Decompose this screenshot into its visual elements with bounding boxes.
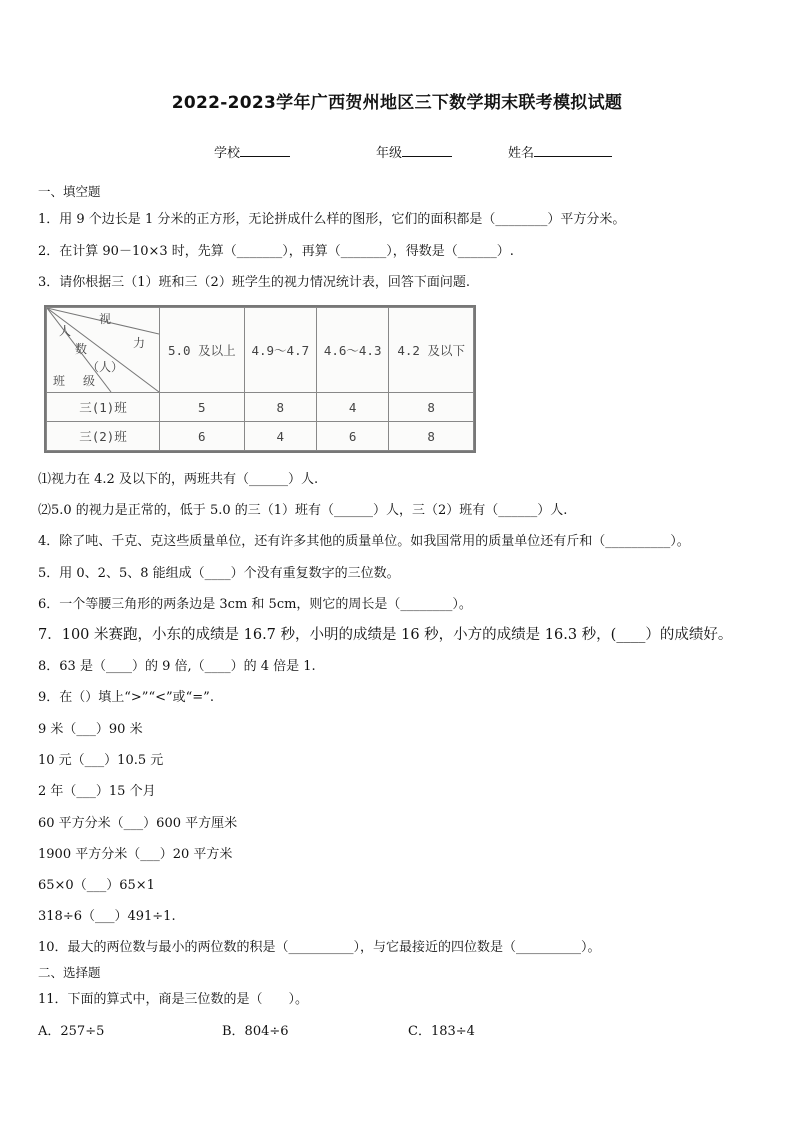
corner-label-shi: 视 (99, 312, 112, 326)
table-cell: 4 (244, 422, 316, 451)
grade-label: 年级 (376, 146, 403, 161)
question-6: 6．一个等腰三角形的两条边是 3cm 和 5cm，则它的周长是（________）。 (38, 597, 472, 612)
name-blank (534, 144, 612, 157)
question-8: 8．63 是（____）的 9 倍,（____）的 4 倍是 1. (38, 659, 316, 674)
table-cell: 4 (316, 393, 388, 422)
table-cell: 6 (160, 422, 245, 451)
table-header-cell: 4.9～4.7 (244, 308, 316, 393)
question-9-item: 60 平方分米（___）600 平方厘米 (38, 816, 238, 831)
school-label: 学校 (214, 146, 241, 161)
question-9-item: 65×0（___）65×1 (38, 878, 155, 893)
corner-label-ren-unit: （人） (87, 360, 124, 374)
corner-label-ban: 班 (53, 374, 66, 388)
table-header-cell: 4.6～4.3 (316, 308, 388, 393)
table-cell: 5 (160, 393, 245, 422)
grade-blank (402, 144, 452, 157)
question-9-item: 10 元（___）10.5 元 (38, 753, 164, 768)
table-header-cell: 4.2 及以下 (389, 308, 474, 393)
question-5: 5．用 0、2、5、8 能组成（____）个没有重复数字的三位数。 (38, 566, 400, 581)
table-cell: 8 (389, 393, 474, 422)
table-cell: 8 (389, 422, 474, 451)
vision-stats-table (44, 305, 476, 453)
table-row (47, 393, 474, 422)
name-field (508, 142, 612, 161)
question-9-item: 9 米（___）90 米 (38, 722, 143, 737)
table-header-cell: 5.0 及以上 (160, 308, 245, 393)
question-7: 7．100 米赛跑，小东的成绩是 16.7 秒，小明的成绩是 16 秒，小方的成绩是 16.3 秒，(____）的成绩好。 (38, 627, 733, 643)
question-9: 9．在（）填上“>”“<”或“=”. (38, 690, 214, 705)
table-corner-header (47, 308, 160, 393)
corner-label-ji: 级 (83, 374, 96, 388)
option-a: A．257÷5 (38, 1024, 105, 1039)
page-title: 2022-2023学年广西贺州地区三下数学期末联考模拟试题 (171, 93, 623, 113)
question-11: 11．下面的算式中，商是三位数的是（ ）。 (38, 992, 309, 1007)
question-9-item: 1900 平方分米（___）20 平方米 (38, 847, 233, 862)
table-row-label: 三(2)班 (47, 422, 160, 451)
question-4: 4．除了吨、千克、克这些质量单位，还有许多其他的质量单位。如我国常用的质量单位还有斤和（__________）。 (38, 534, 690, 549)
school-blank (240, 144, 290, 157)
section-heading-choice: 二、选择题 (38, 965, 101, 980)
question-3: 3．请你根据三（1）班和三（2）班学生的视力情况统计表，回答下面问题. (38, 275, 470, 290)
question-3-part-2: ⑵5.0 的视力是正常的，低于 5.0 的三（1）班有（______）人，三（2）班有（______）人. (38, 503, 568, 518)
grade-field (376, 142, 452, 161)
table-row (47, 422, 474, 451)
option-b: B．804÷6 (222, 1024, 289, 1039)
school-field (214, 142, 290, 161)
table-cell: 8 (244, 393, 316, 422)
corner-label-li: 力 (133, 336, 146, 350)
option-c: C．183÷4 (408, 1024, 475, 1039)
table-row-label: 三(1)班 (47, 393, 160, 422)
question-9-item: 2 年（___）15 个月 (38, 784, 156, 799)
question-10: 10．最大的两位数与最小的两位数的积是（__________），与它最接近的四位数是（__________）。 (38, 940, 601, 955)
table-cell: 6 (316, 422, 388, 451)
name-label: 姓名 (508, 146, 535, 161)
section-heading-fill-blank: 一、填空题 (38, 184, 101, 199)
question-9-item: 318÷6（___）491÷1. (38, 909, 176, 924)
question-1: 1．用 9 个边长是 1 分米的正方形，无论拼成什么样的图形，它们的面积都是（________）平方分米。 (38, 212, 626, 227)
question-2: 2．在计算 90－10×3 时，先算（_______），再算（_______），得数是（______）. (38, 244, 514, 259)
question-3-part-1: ⑴视力在 4.2 及以下的，两班共有（______）人. (38, 472, 319, 487)
corner-label-shu: 数 (75, 342, 88, 356)
corner-label-ren: 人 (59, 324, 72, 338)
